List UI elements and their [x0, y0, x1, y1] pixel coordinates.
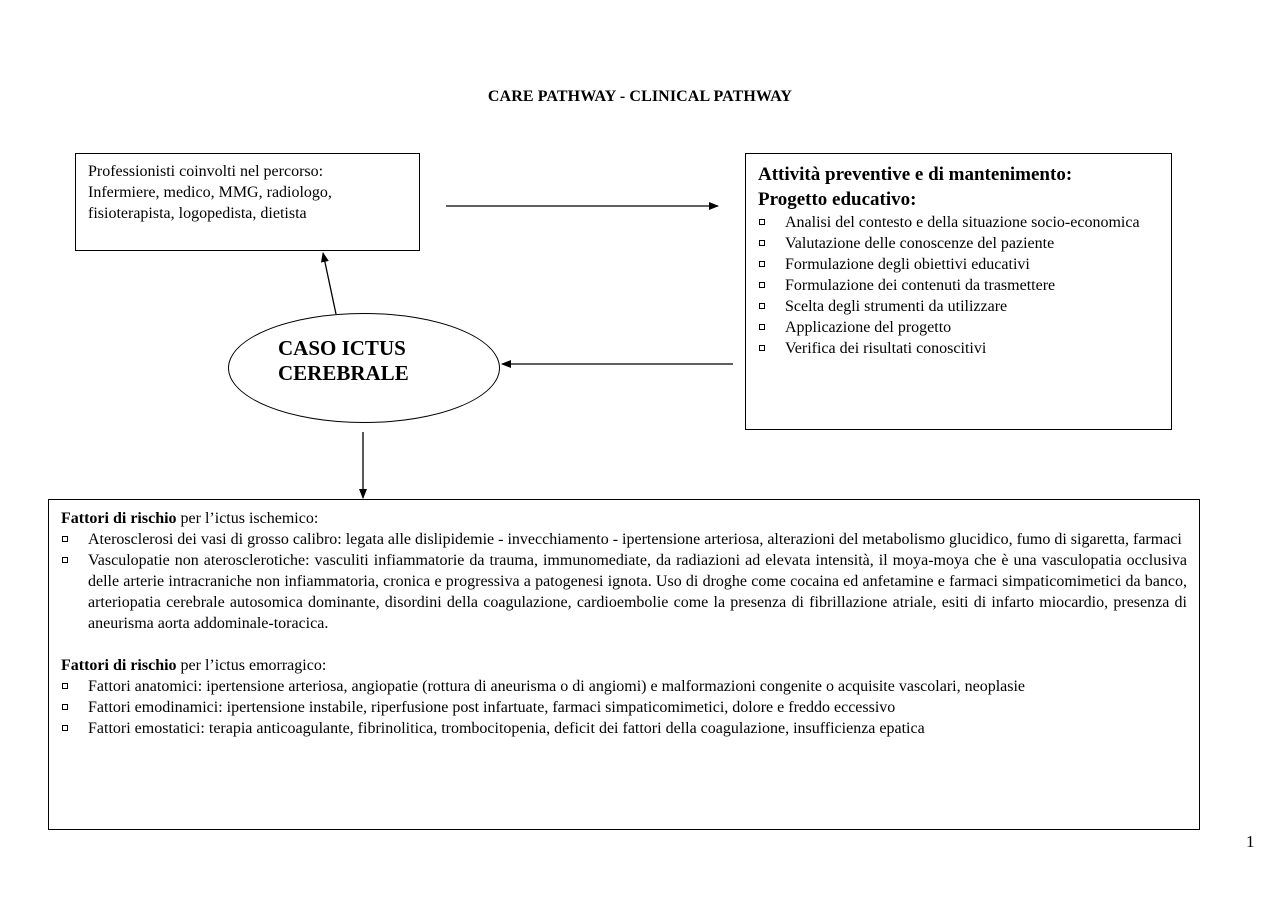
- list-item-text: Scelta degli strumenti da utilizzare: [785, 298, 1008, 315]
- square-bullet-icon: [62, 725, 68, 731]
- central-node-label: [278, 336, 409, 386]
- hemorrhagic-heading: [61, 655, 1187, 676]
- list-item: [61, 718, 1187, 739]
- list-item-text: Fattori anatomici: ipertensione arteriosa, angiopatie (rottura di aneurisma o di angiomi) e malformazioni congenite o acquisite vascolari, neoplasie: [88, 678, 1026, 695]
- square-bullet-icon: [759, 219, 765, 225]
- square-bullet-icon: [759, 324, 765, 330]
- list-item: [758, 317, 1159, 338]
- hemorrhagic-heading-bold: Fattori di rischio: [61, 657, 177, 674]
- ischemic-heading: [61, 508, 1187, 529]
- list-item-text: Formulazione dei contenuti da trasmettere: [785, 277, 1056, 294]
- professionals-line: Infermiere, medico, MMG, radiologo,: [88, 184, 332, 201]
- square-bullet-icon: [759, 303, 765, 309]
- ischemic-list: [61, 529, 1187, 634]
- central-node-line: CEREBRALE: [278, 361, 409, 385]
- activities-box: [745, 153, 1172, 430]
- list-item-text: Fattori emodinamici: ipertensione instabile, riperfusione post infartuate, farmaci simpaticomimetici, dolore e freddo eccessivo: [88, 699, 896, 716]
- square-bullet-icon: [759, 261, 765, 267]
- page-number: 1: [1246, 832, 1255, 851]
- list-item-text: Verifica dei risultati conoscitivi: [785, 340, 987, 357]
- square-bullet-icon: [62, 683, 68, 689]
- hemorrhagic-heading-rest: per l’ictus emorragico:: [176, 657, 327, 674]
- ischemic-heading-rest: per l’ictus ischemico:: [176, 510, 319, 527]
- square-bullet-icon: [62, 536, 68, 542]
- risk-factors-box: [48, 499, 1200, 830]
- list-item-text: Vasculopatie non aterosclerotiche: vasculiti infiammatorie da trauma, immunomediate, da radiazioni ad elevata intensità, il moya-moya che è una vasculopatia occlusiva delle arterie intracraniche non infiammatoria, cronica e progressiva a patogenesi ignota. Uso di droghe come cocaina ed anfetamine e farmaci simpaticomimetici da banco, arteriopatia cerebrale autosomica dominante, disordini della coagulazione, cardioembolie come la presenza di fibrillazione atriale, esiti di infarto miocardio, presenza di aneurisma aorta addominale-toracica.: [88, 552, 1187, 632]
- square-bullet-icon: [62, 557, 68, 563]
- educational-project-heading: Progetto educativo:: [758, 189, 917, 210]
- square-bullet-icon: [759, 345, 765, 351]
- list-item-text: Valutazione delle conoscenze del paziente: [785, 235, 1055, 252]
- square-bullet-icon: [759, 282, 765, 288]
- central-node-line: CASO ICTUS: [278, 336, 406, 360]
- activities-heading: Attività preventive e di mantenimento:: [758, 164, 1073, 185]
- page-title: CARE PATHWAY - CLINICAL PATHWAY: [487, 88, 793, 105]
- list-item-text: Aterosclerosi dei vasi di grosso calibro: legata alle dislipidemie - invecchiamento - ipertensione arteriosa, alterazioni del metabolismo glucidico, fumo di sigaretta, farmaci: [88, 531, 1182, 548]
- list-item: [758, 338, 1159, 359]
- professionals-line: fisioterapista, logopedista, dietista: [88, 205, 307, 222]
- hemorrhagic-list: [61, 676, 1187, 739]
- list-item: [758, 275, 1159, 296]
- ischemic-heading-bold: Fattori di rischio: [61, 510, 177, 527]
- list-item: [61, 550, 1187, 634]
- section-spacer: [61, 634, 1187, 655]
- professionals-line: Professionisti coinvolti nel percorso:: [88, 163, 324, 180]
- list-item: [758, 233, 1159, 254]
- arrow-ellipse-to-professionals: [323, 253, 336, 314]
- square-bullet-icon: [62, 704, 68, 710]
- list-item: [758, 212, 1159, 233]
- list-item: [758, 296, 1159, 317]
- list-item: [61, 529, 1187, 550]
- list-item: [61, 697, 1187, 718]
- professionals-box: [75, 153, 420, 251]
- list-item: [61, 676, 1187, 697]
- list-item-text: Applicazione del progetto: [785, 319, 952, 336]
- list-item-text: Formulazione degli obiettivi educativi: [785, 256, 1030, 273]
- list-item-text: Fattori emostatici: terapia anticoagulante, fibrinolitica, trombocitopenia, deficit dei fattori della coagulazione, insufficienza epatica: [88, 720, 925, 737]
- square-bullet-icon: [759, 240, 765, 246]
- list-item: [758, 254, 1159, 275]
- list-item-text: Analisi del contesto e della situazione socio-economica: [785, 214, 1140, 231]
- activities-list: [758, 212, 1159, 359]
